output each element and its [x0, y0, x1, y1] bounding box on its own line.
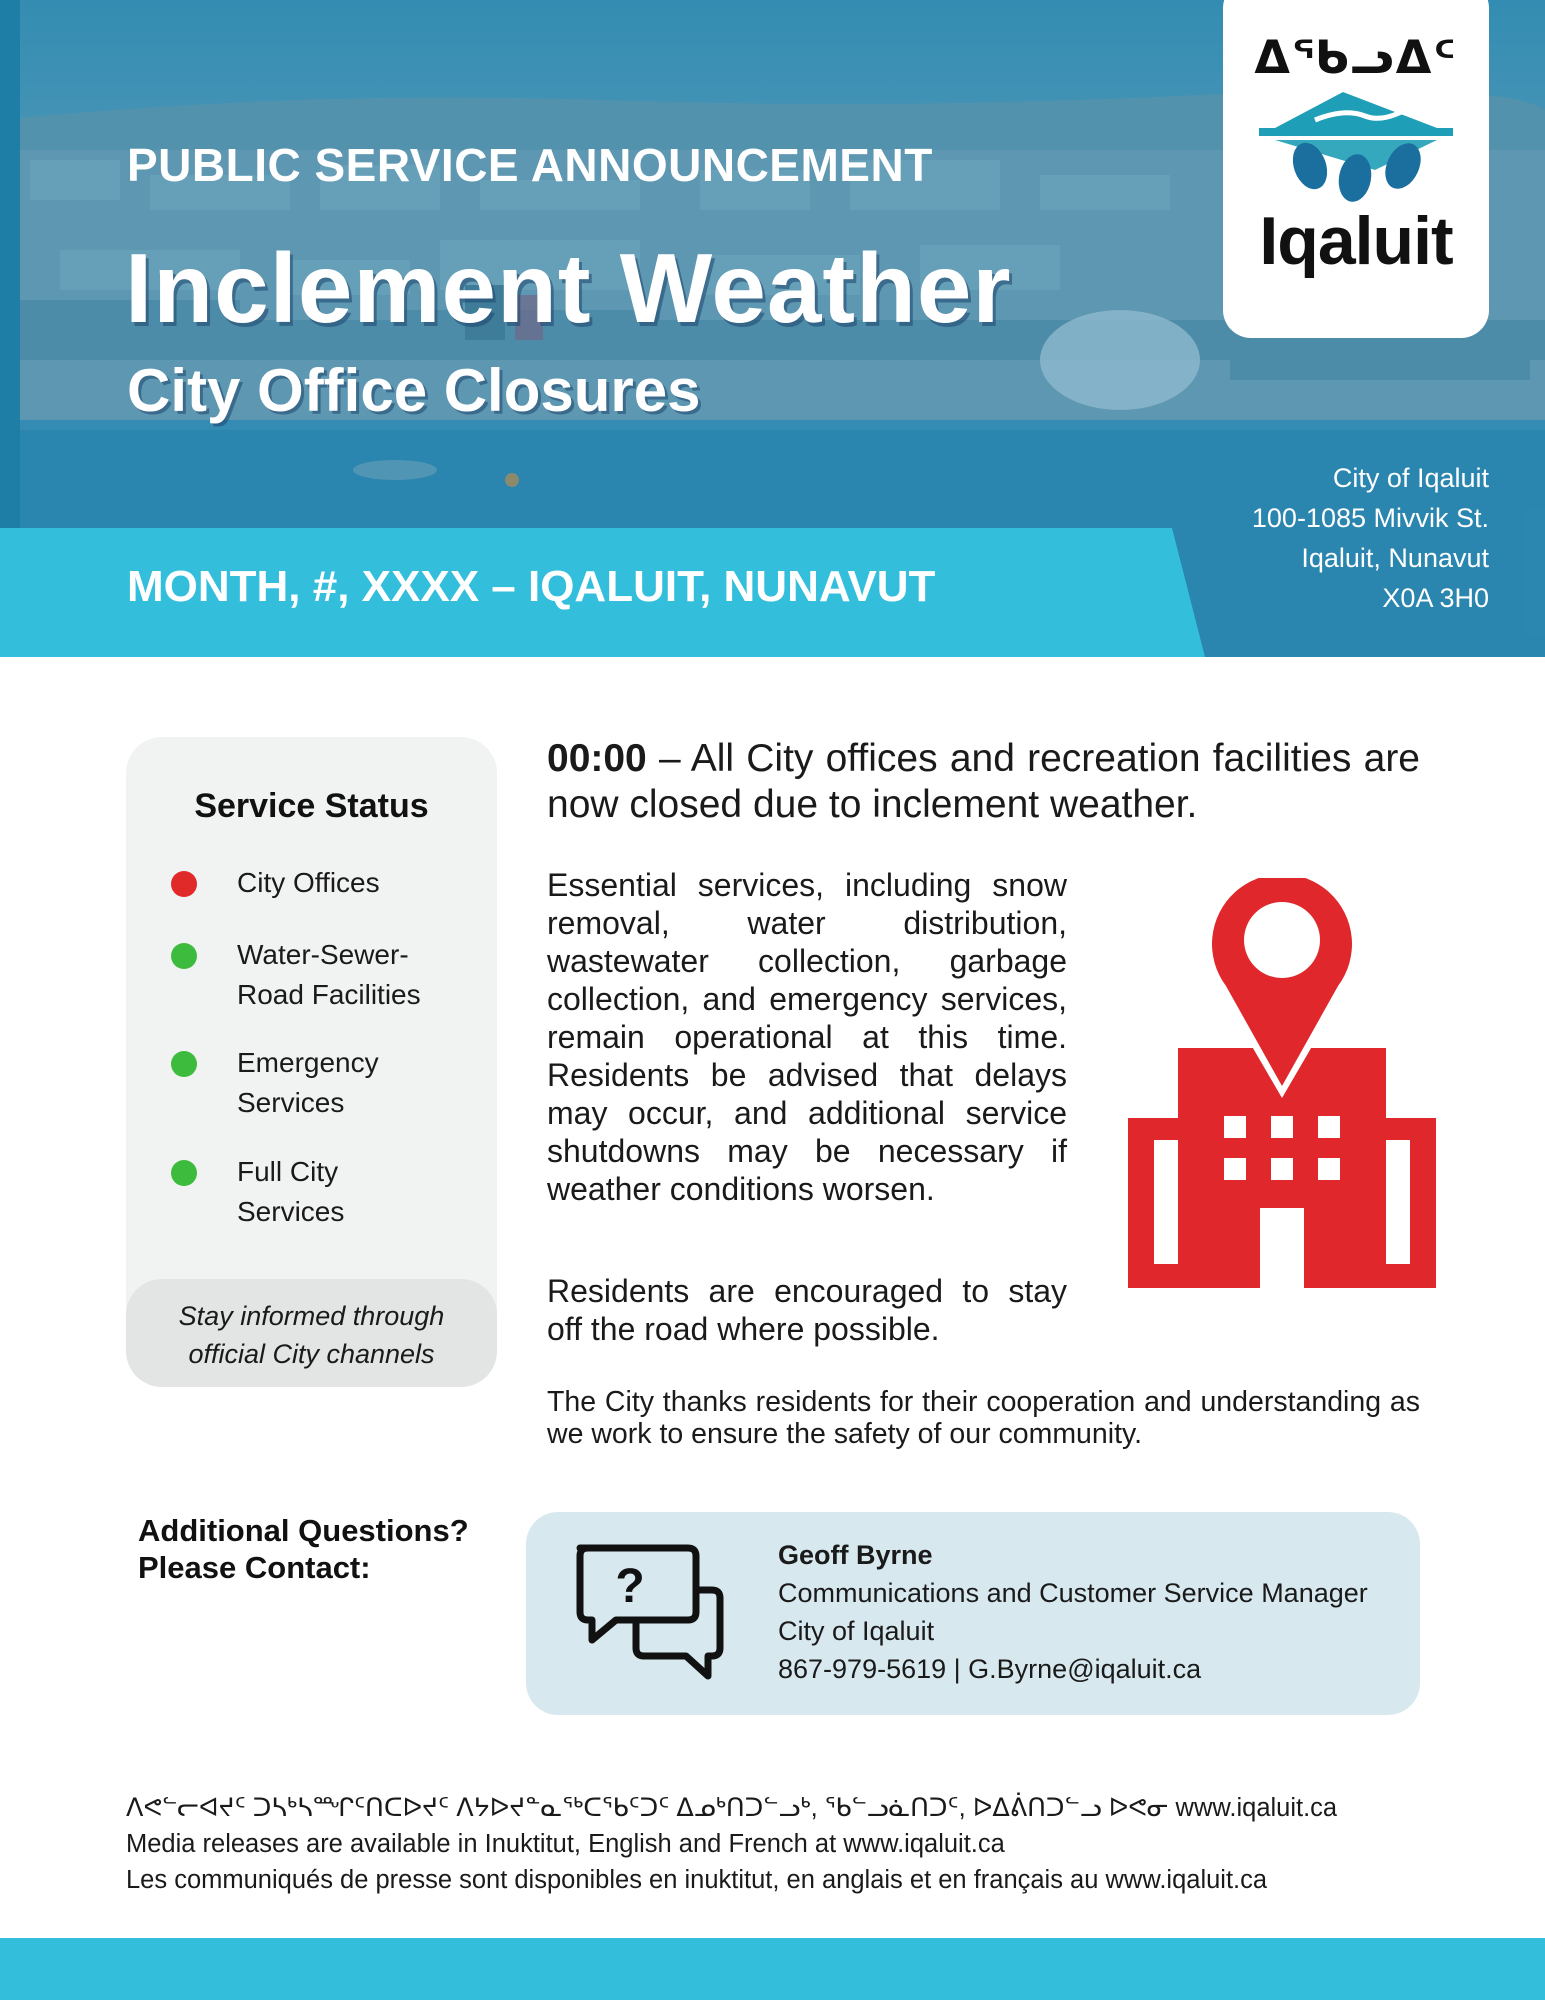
thanks-paragraph: The City thanks residents for their cooperation and understanding as we work to ensure the safety of our community.	[547, 1386, 1420, 1450]
contact-phone-email[interactable]: 867-979-5619 | G.Byrne@iqaluit.ca	[778, 1654, 1202, 1684]
contact-name: Geoff Byrne	[778, 1540, 933, 1570]
status-item-emergency-services	[171, 1043, 407, 1123]
address-line: 100-1085 Mivvik St.	[1251, 503, 1489, 533]
questions-line: Please Contact:	[138, 1550, 371, 1585]
status-open-dot-icon	[171, 1051, 197, 1077]
lead-text: – All City offices and recreation facilities are now closed due to inclement weather.	[547, 737, 1420, 826]
logo-wordmark: Iqaluit	[1259, 203, 1453, 279]
svg-text:?: ?	[615, 1560, 645, 1613]
contact-org: City of Iqaluit	[778, 1616, 935, 1646]
bottom-accent-bar	[0, 1938, 1545, 2000]
logo-syllabics: ᐃᖃᓗᐃᑦ	[1254, 31, 1458, 83]
left-accent-bar	[0, 0, 20, 528]
status-item-full-city-services	[171, 1152, 377, 1232]
additional-questions-heading	[138, 1512, 469, 1586]
stay-informed-note	[126, 1279, 497, 1387]
footer-english: Media releases are available in Inuktitut, English and French at www.iqaluit.ca	[126, 1830, 1005, 1858]
address-line: Iqaluit, Nunavut	[1301, 543, 1489, 573]
status-item-city-offices	[171, 863, 467, 903]
status-item-label: Water-Sewer-Road Facilities	[237, 939, 421, 1010]
psa-label: PUBLIC SERVICE ANNOUNCEMENT	[127, 139, 933, 191]
contact-card	[526, 1512, 1420, 1715]
status-item-label: City Offices	[237, 867, 380, 898]
lead-time: 00:00	[547, 737, 647, 780]
service-status-card	[126, 737, 497, 1387]
address-line: City of Iqaluit	[1332, 463, 1489, 493]
footer-french: Les communiqués de presse sont disponibles en inuktitut, en anglais et en français au www.iqaluit.ca	[126, 1866, 1268, 1894]
footer-inuktitut: ᐱᕙᓪᓕᐊᔪᑦ ᑐᓴᒃᓴᙱᑦᑎᑕᐅᔪᑦ ᐱᔭᐅᔪᓐᓇᖅᑕᖃᑦᑐᑦ ᐃᓄᒃᑎᑐᓪᓗᒃ, ᖃᓪᓗᓈᑎᑐᑦ, ᐅᐃᕖᑎᑐᓪᓗ ᐅᕙᓂ www.iqaluit.ca	[126, 1794, 1338, 1822]
dateline: MONTH, #, XXXX – IQALUIT, NUNAVUT	[127, 562, 936, 611]
city-logo[interactable]	[1223, 0, 1489, 338]
stay-off-road-paragraph: Residents are encouraged to stay off the road where possible.	[547, 1273, 1067, 1347]
questions-line: Additional Questions?	[138, 1513, 469, 1548]
page-subtitle: City Office Closures	[127, 357, 701, 424]
city-address	[1252, 458, 1489, 618]
service-status-title: Service Status	[194, 787, 429, 825]
building-location-pin-icon	[1128, 878, 1436, 1290]
status-open-dot-icon	[171, 943, 197, 969]
address-line: X0A 3H0	[1382, 583, 1489, 613]
status-item-label: Emergency Services	[237, 1047, 379, 1118]
stay-informed-text: Stay informed through official City channels	[178, 1301, 445, 1369]
status-open-dot-icon	[171, 1160, 197, 1186]
status-item-label: Full City Services	[237, 1156, 345, 1227]
status-closed-dot-icon	[171, 871, 197, 897]
contact-title: Communications and Customer Service Manager	[778, 1578, 1368, 1608]
iqaluit-emblem-icon	[1255, 86, 1457, 206]
essential-services-paragraph: Essential services, including snow removal, water distribution, wastewater collection, garbage collection, and emergency services, remain operational at this time. Residents be advised that delays may occur, and additional service shutdowns may be necessary if weather conditions worsen.	[547, 867, 1067, 1207]
status-item-water-sewer-road	[171, 935, 437, 1015]
lead-statement	[547, 736, 1420, 828]
footer-language-notice	[126, 1790, 1337, 1898]
page-title: Inclement Weather	[125, 233, 1012, 343]
chat-question-icon	[570, 1538, 730, 1688]
contact-details	[778, 1536, 1368, 1688]
